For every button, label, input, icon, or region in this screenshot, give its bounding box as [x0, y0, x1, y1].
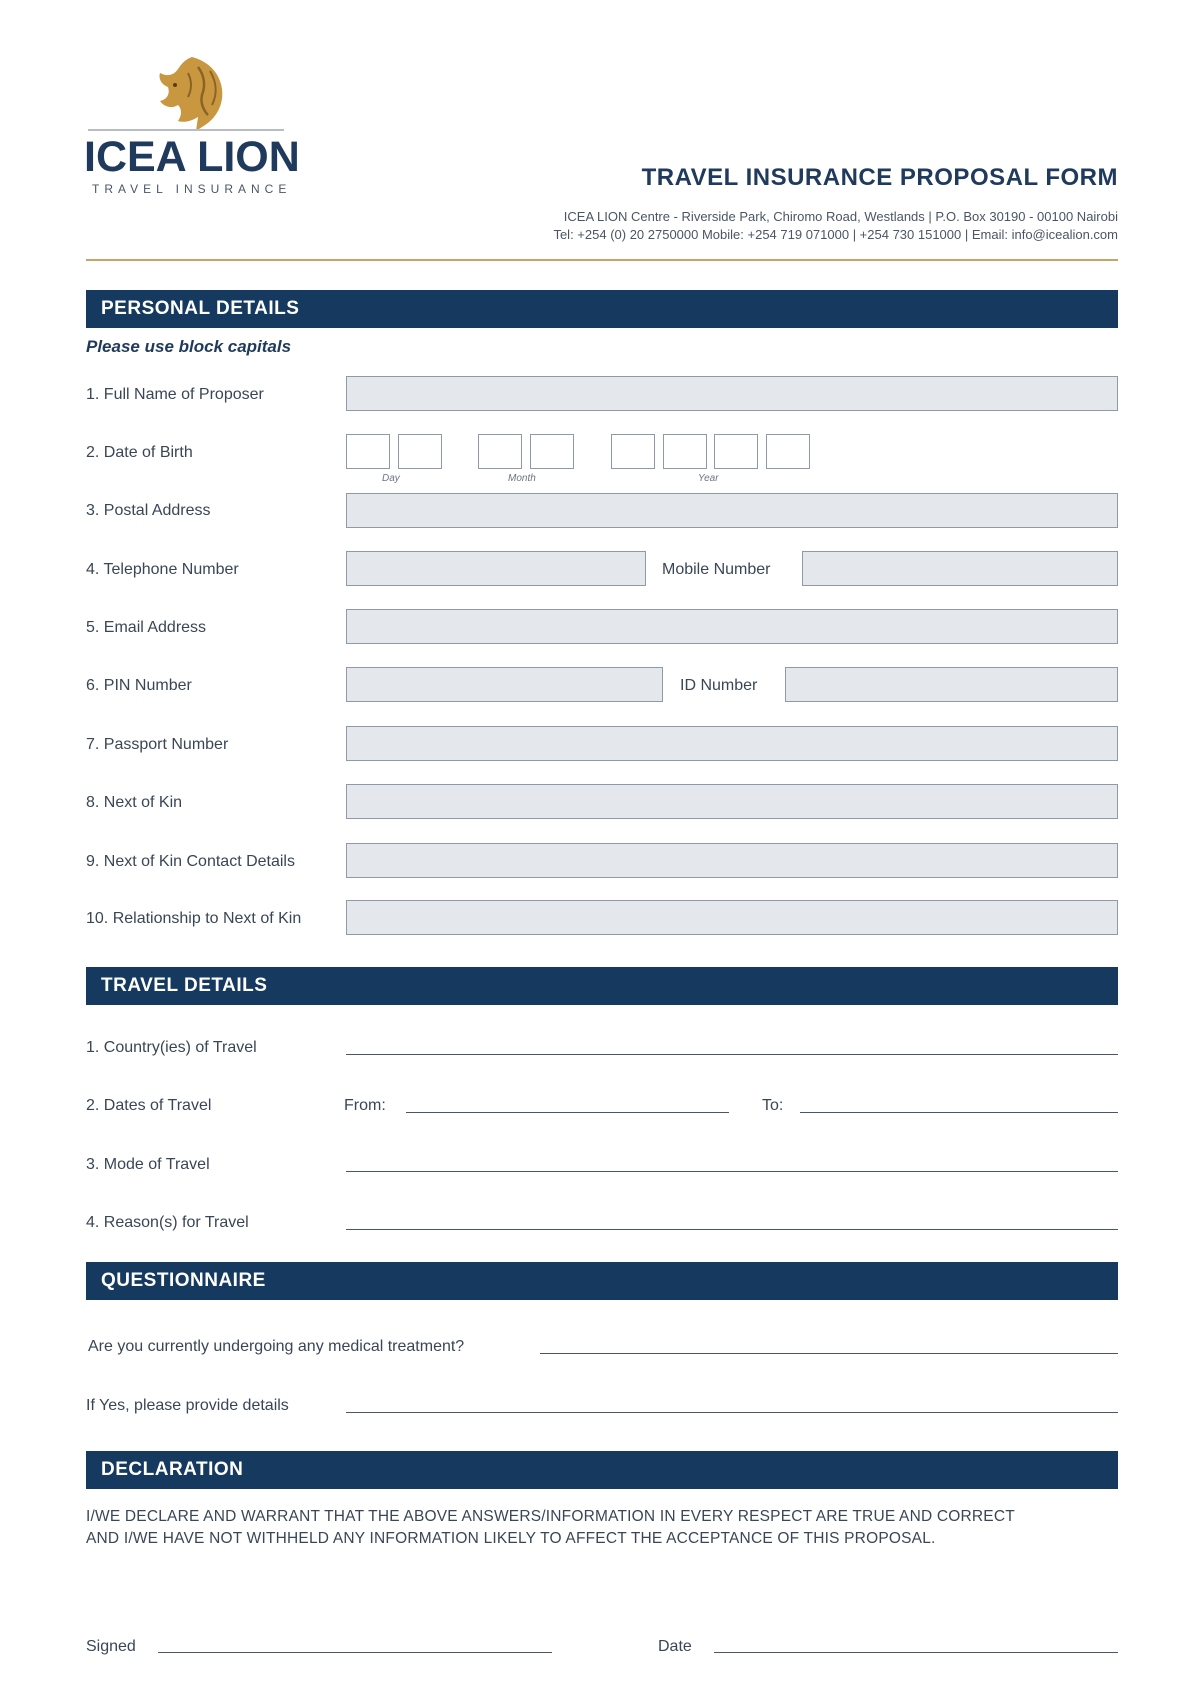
dob-year-digit-1[interactable] — [611, 434, 655, 469]
date-of-birth-label: 2. Date of Birth — [86, 444, 193, 461]
travel-to-label: To: — [762, 1097, 784, 1114]
pin-number-label: 6. PIN Number — [86, 677, 192, 694]
next-of-kin-label: 8. Next of Kin — [86, 794, 183, 811]
declaration-line-2: AND I/WE HAVE NOT WITHHELD ANY INFORMATION LIKELY TO AFFECT THE ACCEPTANCE OF THIS PROPOSAL. — [86, 1530, 936, 1547]
dob-month-caption: Month — [508, 473, 536, 484]
brand-name: ICEA LION — [84, 133, 300, 181]
dob-day-caption: Day — [382, 473, 400, 484]
travel-dates-label: 2. Dates of Travel — [86, 1097, 212, 1114]
logo-divider — [88, 129, 284, 131]
dob-year-digit-2[interactable] — [663, 434, 707, 469]
postal-address-label: 3. Postal Address — [86, 502, 211, 519]
mobile-number-input[interactable] — [802, 551, 1118, 586]
travel-from-label: From: — [344, 1097, 386, 1114]
travel-reason-label: 4. Reason(s) for Travel — [86, 1214, 249, 1231]
form-title: TRAVEL INSURANCE PROPOSAL FORM — [641, 164, 1118, 191]
personal-details-header: PERSONAL DETAILS — [86, 290, 1118, 328]
dob-month-digit-1[interactable] — [478, 434, 522, 469]
header-divider — [86, 259, 1118, 261]
signature-input[interactable] — [158, 1652, 552, 1653]
medical-treatment-question: Are you currently undergoing any medical treatment? — [88, 1338, 465, 1355]
pin-number-input[interactable] — [346, 667, 663, 702]
passport-number-label: 7. Passport Number — [86, 736, 229, 753]
dob-day-digit-1[interactable] — [346, 434, 390, 469]
kin-relationship-label: 10. Relationship to Next of Kin — [86, 910, 302, 927]
date-input[interactable] — [714, 1652, 1118, 1653]
treatment-details-label: If Yes, please provide details — [86, 1397, 289, 1414]
mobile-number-label: Mobile Number — [662, 561, 771, 578]
brand-tagline: TRAVEL INSURANCE — [92, 182, 292, 196]
telephone-label: 4. Telephone Number — [86, 561, 239, 578]
travel-mode-label: 3. Mode of Travel — [86, 1156, 210, 1173]
company-logo — [84, 55, 300, 196]
dob-month-digit-2[interactable] — [530, 434, 574, 469]
signed-label: Signed — [86, 1638, 136, 1655]
travel-details-header: TRAVEL DETAILS — [86, 967, 1118, 1005]
kin-contact-label: 9. Next of Kin Contact Details — [86, 853, 295, 870]
passport-number-input[interactable] — [346, 726, 1118, 761]
travel-to-input[interactable] — [800, 1112, 1118, 1113]
block-capitals-note: Please use block capitals — [86, 337, 292, 356]
declaration-line-1: I/WE DECLARE AND WARRANT THAT THE ABOVE ANSWERS/INFORMATION IN EVERY RESPECT ARE TRUE AND CORRECT — [86, 1508, 1015, 1525]
countries-input[interactable] — [346, 1054, 1118, 1055]
medical-treatment-input[interactable] — [540, 1353, 1118, 1354]
postal-address-input[interactable] — [346, 493, 1118, 528]
next-of-kin-input[interactable] — [346, 784, 1118, 819]
email-input[interactable] — [346, 609, 1118, 644]
declaration-header: DECLARATION — [86, 1451, 1118, 1489]
id-number-label: ID Number — [680, 677, 758, 694]
company-contacts: Tel: +254 (0) 20 2750000 Mobile: +254 719 071000 | +254 730 151000 | Email: info@icealion.com — [553, 227, 1118, 242]
kin-contact-input[interactable] — [346, 843, 1118, 878]
declaration-text — [86, 1506, 1126, 1550]
company-address: ICEA LION Centre - Riverside Park, Chiromo Road, Westlands | P.O. Box 30190 - 00100 Nairobi — [563, 209, 1118, 224]
telephone-input[interactable] — [346, 551, 646, 586]
dob-year-caption: Year — [698, 473, 719, 484]
travel-from-input[interactable] — [406, 1112, 729, 1113]
lion-head-icon — [142, 55, 230, 133]
dob-day-digit-2[interactable] — [398, 434, 442, 469]
dob-year-digit-4[interactable] — [766, 434, 810, 469]
date-label: Date — [658, 1638, 692, 1655]
full-name-label: 1. Full Name of Proposer — [86, 386, 264, 403]
questionnaire-header: QUESTIONNAIRE — [86, 1262, 1118, 1300]
email-label: 5. Email Address — [86, 619, 207, 636]
kin-relationship-input[interactable] — [346, 900, 1118, 935]
id-number-input[interactable] — [785, 667, 1118, 702]
dob-year-digit-3[interactable] — [714, 434, 758, 469]
treatment-details-input[interactable] — [346, 1412, 1118, 1413]
countries-label: 1. Country(ies) of Travel — [86, 1039, 257, 1056]
travel-reason-input[interactable] — [346, 1229, 1118, 1230]
full-name-input[interactable] — [346, 376, 1118, 411]
travel-mode-input[interactable] — [346, 1171, 1118, 1172]
